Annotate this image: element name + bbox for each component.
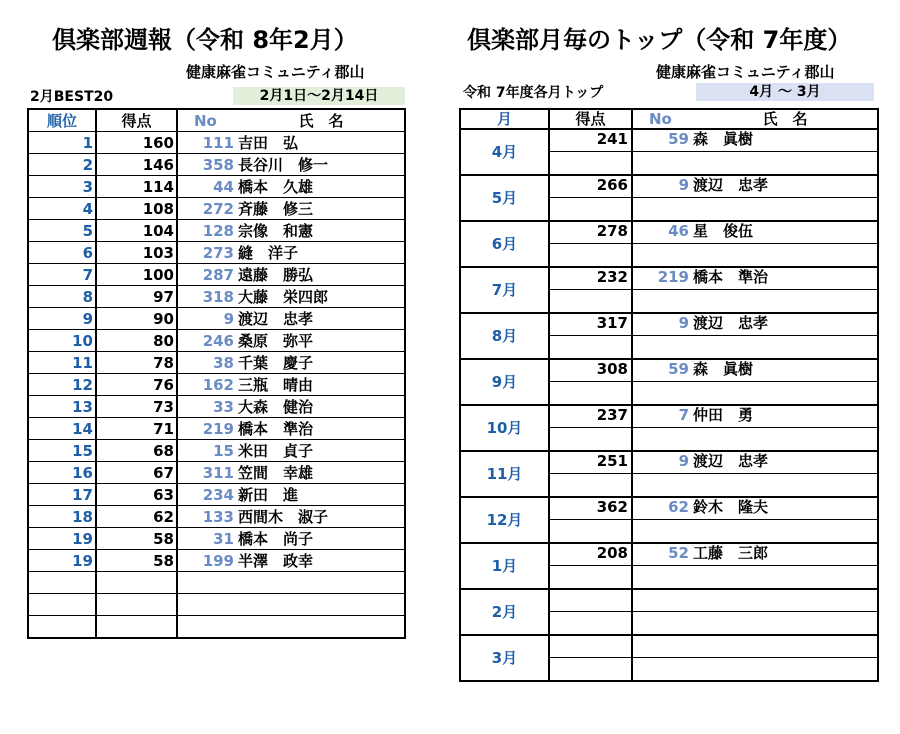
name-cell: 工藤 三郎: [693, 543, 878, 566]
rank-cell: 6: [28, 242, 96, 264]
blank-cell: [693, 244, 878, 268]
blank-cell: [632, 382, 693, 406]
no-cell: [632, 589, 693, 612]
blank-cell: [632, 474, 693, 498]
name-cell: 鈴木 隆夫: [693, 497, 878, 520]
rank-cell: 19: [28, 528, 96, 550]
no-cell: 9: [632, 175, 693, 198]
blank-cell: [632, 658, 693, 682]
month-row: [460, 129, 878, 152]
no-cell: 33: [177, 396, 238, 418]
month-row: [460, 543, 878, 566]
month-cell: 10月: [460, 405, 549, 451]
name-cell: [238, 572, 405, 594]
rank-cell: [28, 572, 96, 594]
rank-cell: 17: [28, 484, 96, 506]
points-cell: 78: [96, 352, 177, 374]
blank-cell: [549, 658, 632, 682]
table-row: [28, 132, 405, 154]
blank-cell: [693, 336, 878, 360]
rank-cell: 10: [28, 330, 96, 352]
weekly-org: 健康麻雀コミュニティ郡山: [186, 63, 365, 81]
monthly-period: 4月 ～ 3月: [696, 83, 874, 101]
blank-cell: [632, 428, 693, 452]
name-cell: [238, 594, 405, 616]
name-cell: 笠間 幸雄: [238, 462, 405, 484]
monthly-top-table: [459, 108, 879, 682]
name-cell: 大森 健治: [238, 396, 405, 418]
rank-cell: 16: [28, 462, 96, 484]
rank-cell: 2: [28, 154, 96, 176]
points-cell: 63: [96, 484, 177, 506]
blank-cell: [549, 612, 632, 636]
rank-cell: 4: [28, 198, 96, 220]
no-cell: 111: [177, 132, 238, 154]
no-cell: [177, 616, 238, 639]
blank-cell: [549, 336, 632, 360]
points-cell: [549, 589, 632, 612]
name-cell: 吉田 弘: [238, 132, 405, 154]
blank-cell: [693, 566, 878, 590]
blank-cell: [549, 152, 632, 176]
table-row: [28, 352, 405, 374]
monthly-subtitle: 令和 7年度各月トップ: [463, 85, 604, 101]
no-cell: 246: [177, 330, 238, 352]
blank-cell: [632, 290, 693, 314]
blank-cell: [632, 244, 693, 268]
blank-cell: [632, 152, 693, 176]
points-cell: 146: [96, 154, 177, 176]
blank-cell: [549, 382, 632, 406]
table-header-row: [460, 109, 878, 129]
blank-cell: [693, 290, 878, 314]
name-cell: 橋本 尚子: [238, 528, 405, 550]
points-cell: 76: [96, 374, 177, 396]
points-cell: 278: [549, 221, 632, 244]
month-row: [460, 405, 878, 428]
header-no: No: [177, 109, 238, 132]
weekly-title: 倶楽部週報（令和 8年2月）: [52, 26, 358, 54]
month-row: [460, 497, 878, 520]
points-cell: 232: [549, 267, 632, 290]
no-cell: 219: [632, 267, 693, 290]
name-cell: 大藤 栄四郎: [238, 286, 405, 308]
points-cell: 58: [96, 550, 177, 572]
rank-cell: 7: [28, 264, 96, 286]
weekly-ranking-table: [27, 108, 406, 639]
no-cell: 38: [177, 352, 238, 374]
blank-cell: [693, 198, 878, 222]
monthly-org: 健康麻雀コミュニティ郡山: [656, 63, 835, 81]
monthly-title: 倶楽部月毎のトップ（令和 7年度）: [467, 26, 852, 54]
weekly-period: 2月1日～2月14日: [233, 87, 405, 105]
name-cell: 米田 貞子: [238, 440, 405, 462]
name-cell: [238, 616, 405, 639]
no-cell: 128: [177, 220, 238, 242]
name-cell: 橋本 久雄: [238, 176, 405, 198]
points-cell: 62: [96, 506, 177, 528]
points-cell: 100: [96, 264, 177, 286]
name-cell: 星 俊伍: [693, 221, 878, 244]
name-cell: 半澤 政幸: [238, 550, 405, 572]
name-cell: 長谷川 修一: [238, 154, 405, 176]
points-cell: 90: [96, 308, 177, 330]
blank-cell: [693, 428, 878, 452]
blank-cell: [693, 474, 878, 498]
rank-cell: 19: [28, 550, 96, 572]
points-cell: 58: [96, 528, 177, 550]
rank-cell: 14: [28, 418, 96, 440]
blank-cell: [549, 198, 632, 222]
points-cell: [96, 594, 177, 616]
month-cell: 9月: [460, 359, 549, 405]
blank-cell: [632, 566, 693, 590]
month-row: [460, 635, 878, 658]
points-cell: 68: [96, 440, 177, 462]
no-cell: 318: [177, 286, 238, 308]
table-row: [28, 242, 405, 264]
no-cell: 31: [177, 528, 238, 550]
no-cell: 234: [177, 484, 238, 506]
table-header-row: [28, 109, 405, 132]
no-cell: 9: [177, 308, 238, 330]
blank-cell: [693, 382, 878, 406]
table-row: [28, 506, 405, 528]
points-cell: 71: [96, 418, 177, 440]
name-cell: [693, 589, 878, 612]
table-row: [28, 308, 405, 330]
points-cell: 308: [549, 359, 632, 382]
name-cell: 森 眞樹: [693, 129, 878, 152]
rank-cell: 9: [28, 308, 96, 330]
no-cell: 133: [177, 506, 238, 528]
table-row: [28, 572, 405, 594]
month-cell: 7月: [460, 267, 549, 313]
table-row: [28, 198, 405, 220]
no-cell: 219: [177, 418, 238, 440]
no-cell: 7: [632, 405, 693, 428]
month-cell: 2月: [460, 589, 549, 635]
month-cell: 8月: [460, 313, 549, 359]
table-row: [28, 528, 405, 550]
month-cell: 6月: [460, 221, 549, 267]
table-row: [28, 176, 405, 198]
no-cell: 287: [177, 264, 238, 286]
no-cell: 162: [177, 374, 238, 396]
month-cell: 3月: [460, 635, 549, 681]
rank-cell: 12: [28, 374, 96, 396]
table-row: [28, 220, 405, 242]
blank-cell: [693, 520, 878, 544]
points-cell: 362: [549, 497, 632, 520]
points-cell: [96, 572, 177, 594]
points-cell: [549, 635, 632, 658]
table-row: [28, 462, 405, 484]
table-row: [28, 154, 405, 176]
header-points: 得点: [96, 109, 177, 132]
points-cell: 208: [549, 543, 632, 566]
no-cell: 46: [632, 221, 693, 244]
points-cell: 266: [549, 175, 632, 198]
rank-cell: 11: [28, 352, 96, 374]
rank-cell: 15: [28, 440, 96, 462]
blank-cell: [549, 244, 632, 268]
blank-cell: [549, 566, 632, 590]
header-month: 月: [460, 109, 549, 129]
blank-cell: [632, 336, 693, 360]
name-cell: 渡辺 忠孝: [693, 175, 878, 198]
points-cell: 108: [96, 198, 177, 220]
table-row: [28, 374, 405, 396]
points-cell: 251: [549, 451, 632, 474]
month-row: [460, 589, 878, 612]
points-cell: 104: [96, 220, 177, 242]
table-row: [28, 396, 405, 418]
table-row: [28, 484, 405, 506]
no-cell: 311: [177, 462, 238, 484]
month-cell: 11月: [460, 451, 549, 497]
rank-cell: 1: [28, 132, 96, 154]
table-row: [28, 550, 405, 572]
blank-cell: [632, 612, 693, 636]
month-row: [460, 175, 878, 198]
no-cell: 199: [177, 550, 238, 572]
no-cell: 52: [632, 543, 693, 566]
table-row: [28, 286, 405, 308]
points-cell: 317: [549, 313, 632, 336]
rank-cell: 3: [28, 176, 96, 198]
month-row: [460, 359, 878, 382]
name-cell: 千葉 慶子: [238, 352, 405, 374]
points-cell: 103: [96, 242, 177, 264]
blank-cell: [549, 520, 632, 544]
month-cell: 1月: [460, 543, 549, 589]
name-cell: 仲田 勇: [693, 405, 878, 428]
name-cell: 渡辺 忠孝: [238, 308, 405, 330]
blank-cell: [549, 290, 632, 314]
name-cell: 渡辺 忠孝: [693, 451, 878, 474]
points-cell: 114: [96, 176, 177, 198]
month-row: [460, 221, 878, 244]
no-cell: 358: [177, 154, 238, 176]
name-cell: 縫 洋子: [238, 242, 405, 264]
name-cell: 橋本 準治: [693, 267, 878, 290]
table-row: [28, 330, 405, 352]
blank-cell: [549, 474, 632, 498]
points-cell: 160: [96, 132, 177, 154]
no-cell: [177, 572, 238, 594]
name-cell: [693, 635, 878, 658]
header-name: 氏 名: [693, 109, 878, 129]
no-cell: 15: [177, 440, 238, 462]
no-cell: 59: [632, 359, 693, 382]
no-cell: 9: [632, 451, 693, 474]
rank-cell: [28, 616, 96, 639]
weekly-subtitle: 2月BEST20: [30, 89, 114, 105]
points-cell: 241: [549, 129, 632, 152]
rank-cell: [28, 594, 96, 616]
no-cell: 59: [632, 129, 693, 152]
header-name: 氏 名: [238, 109, 405, 132]
points-cell: 237: [549, 405, 632, 428]
header-no: No: [632, 109, 693, 129]
blank-cell: [632, 520, 693, 544]
blank-cell: [693, 612, 878, 636]
month-row: [460, 451, 878, 474]
blank-cell: [693, 152, 878, 176]
name-cell: 森 眞樹: [693, 359, 878, 382]
table-row: [28, 616, 405, 639]
name-cell: 渡辺 忠孝: [693, 313, 878, 336]
header-rank: 順位: [28, 109, 96, 132]
name-cell: 新田 進: [238, 484, 405, 506]
table-row: [28, 418, 405, 440]
points-cell: [96, 616, 177, 639]
table-row: [28, 594, 405, 616]
name-cell: 三瓶 晴由: [238, 374, 405, 396]
month-cell: 5月: [460, 175, 549, 221]
month-cell: 4月: [460, 129, 549, 175]
no-cell: 9: [632, 313, 693, 336]
table-row: [28, 264, 405, 286]
blank-cell: [693, 658, 878, 682]
rank-cell: 8: [28, 286, 96, 308]
month-cell: 12月: [460, 497, 549, 543]
name-cell: 斉藤 修三: [238, 198, 405, 220]
name-cell: 宗像 和憲: [238, 220, 405, 242]
table-row: [28, 440, 405, 462]
name-cell: 遠藤 勝弘: [238, 264, 405, 286]
points-cell: 97: [96, 286, 177, 308]
month-row: [460, 267, 878, 290]
month-row: [460, 313, 878, 336]
no-cell: [632, 635, 693, 658]
rank-cell: 18: [28, 506, 96, 528]
rank-cell: 5: [28, 220, 96, 242]
points-cell: 80: [96, 330, 177, 352]
header-points: 得点: [549, 109, 632, 129]
points-cell: 67: [96, 462, 177, 484]
no-cell: 272: [177, 198, 238, 220]
name-cell: 橋本 準治: [238, 418, 405, 440]
no-cell: [177, 594, 238, 616]
rank-cell: 13: [28, 396, 96, 418]
no-cell: 273: [177, 242, 238, 264]
no-cell: 44: [177, 176, 238, 198]
no-cell: 62: [632, 497, 693, 520]
blank-cell: [632, 198, 693, 222]
name-cell: 西間木 淑子: [238, 506, 405, 528]
points-cell: 73: [96, 396, 177, 418]
blank-cell: [549, 428, 632, 452]
name-cell: 桑原 弥平: [238, 330, 405, 352]
